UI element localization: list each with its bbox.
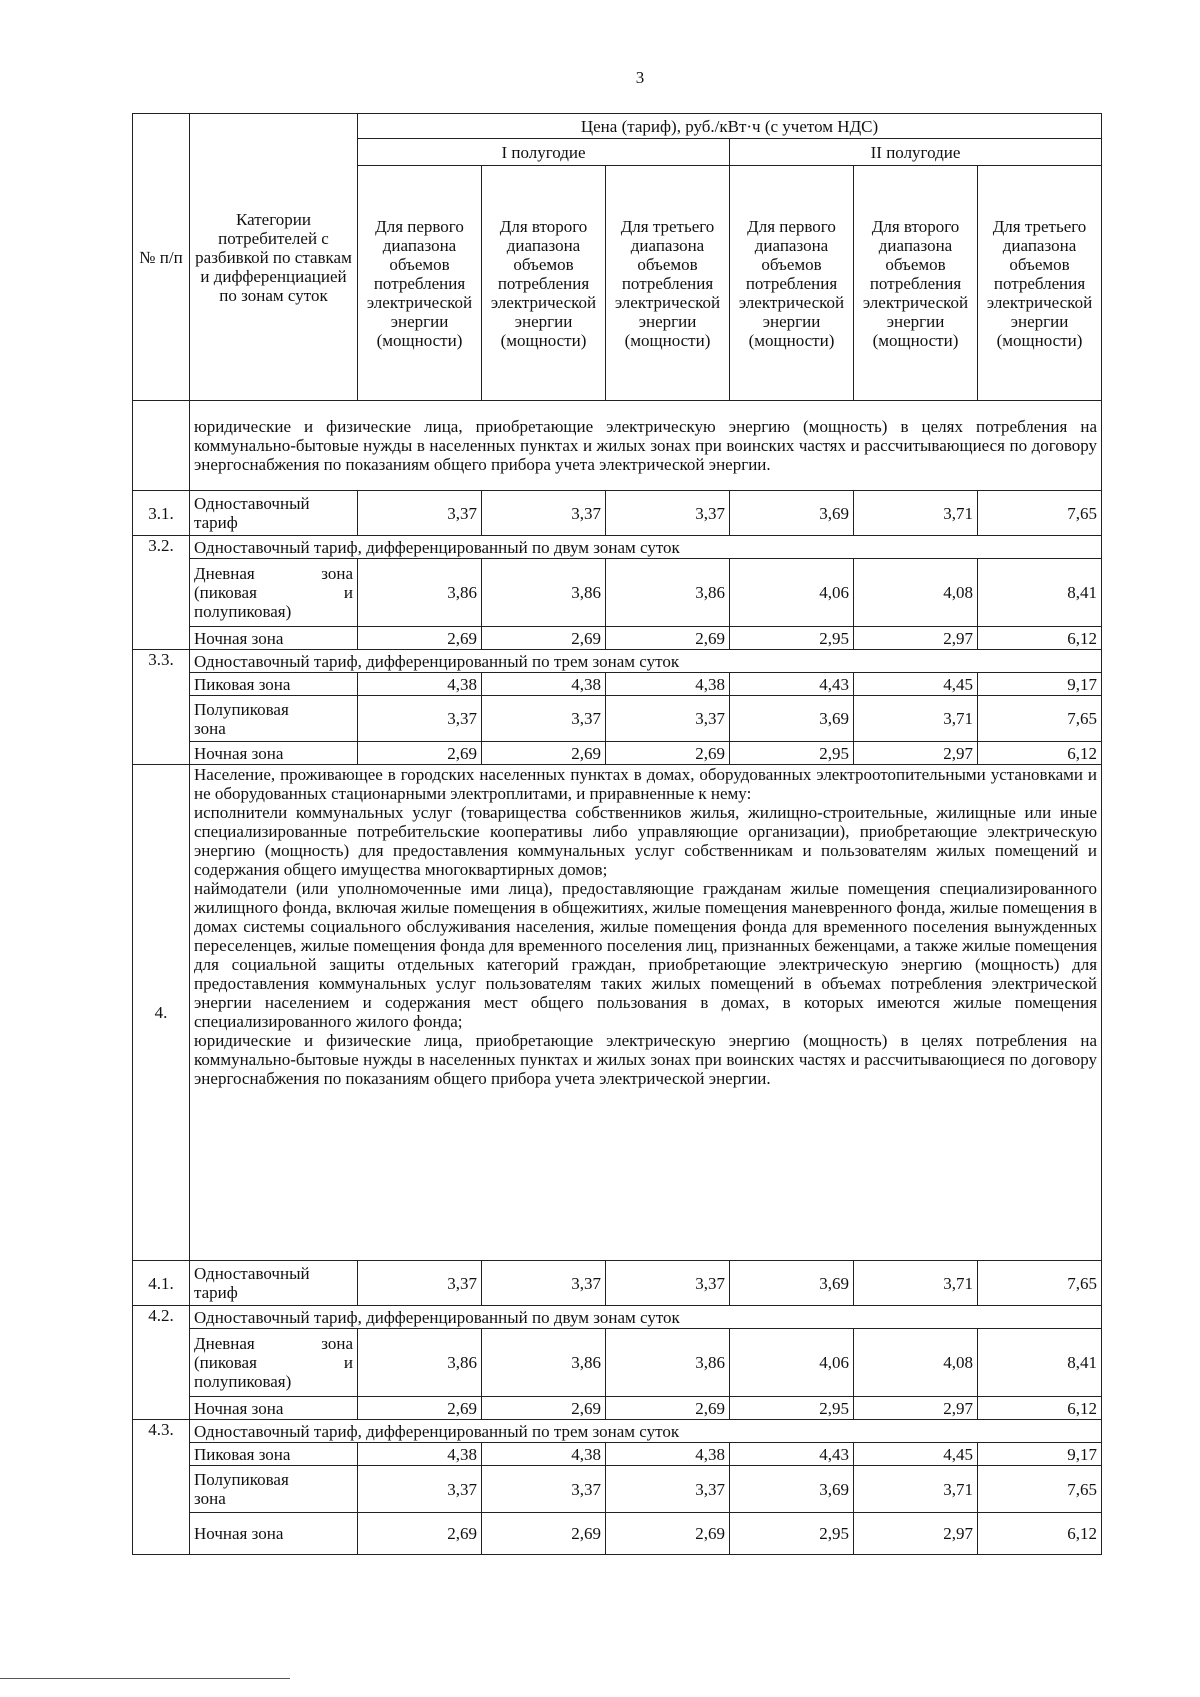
row-3-2-day-value: 3,86	[358, 559, 482, 627]
row-3-3-semi-value: 7,65	[978, 696, 1102, 742]
row-3-2-day-value: 4,06	[730, 559, 854, 627]
row-4-3-semi-value: 3,69	[730, 1466, 854, 1513]
row-3-2-day-value: 3,86	[606, 559, 730, 627]
row-3-2-label: Одноставочный тариф, дифференцированный по двум зонам суток	[190, 536, 1102, 559]
row-3-1-value: 7,65	[978, 491, 1102, 536]
row-3-1-value: 3,37	[606, 491, 730, 536]
row-3-2-day-value: 3,86	[482, 559, 606, 627]
section4-num: 4.	[133, 765, 190, 1261]
row-4-1-value: 3,37	[606, 1261, 730, 1306]
row-3-3-peak-value: 4,45	[854, 673, 978, 696]
row-4-1-label: Одноставочный тариф	[190, 1261, 358, 1306]
row-4-3-semi-value: 3,37	[482, 1466, 606, 1513]
row-3-3-peak-label: Пиковая зона	[190, 673, 358, 696]
row-4-2-label: Одноставочный тариф, дифференцированный по двум зонам суток	[190, 1306, 1102, 1329]
row-3-3-semi-value: 3,37	[482, 696, 606, 742]
row-3-2-night-value: 6,12	[978, 627, 1102, 650]
header-half-1: I полугодие	[358, 139, 730, 166]
header-num: № п/п	[133, 114, 190, 401]
row-3-3-peak-value: 4,38	[358, 673, 482, 696]
row-3-2-night-value: 2,69	[358, 627, 482, 650]
row-3-3-night-value: 6,12	[978, 742, 1102, 765]
header-range-1-2: Для второго диапазона объемов потребления электрической энергии (мощности)	[482, 166, 606, 401]
section4-p3: наймодатели (или уполномоченные ими лица), предоставляющие гражданам жилые помещения специализированного жилищного фонда, включая жилые помещения в общежитиях, жилые помещения маневренного фонда, жилые помещения в домах системы социального обслуживания населения, жилые помещения фонда для временного поселения вынужденных переселенцев, жилые помещения фонда для временного поселения лиц, признанных беженцами, а также жилые помещения для социальной защиты отдельных категорий граждан, приобретающие электрическую энергию (мощность) для предоставления коммунальных услуг пользователям таких жилых помещений в объемах потребления электрической энергии населением и содержания мест общего пользования в домах, в которых имеются жилые помещения специализированного жилого фонда;	[194, 879, 1098, 1031]
row-3-2-day-value: 8,41	[978, 559, 1102, 627]
row-3-3-peak-value: 9,17	[978, 673, 1102, 696]
row-4-2-day-value: 8,41	[978, 1329, 1102, 1397]
section4-p4: юридические и физические лица, приобретающие электрическую энергию (мощность) в целях потребления на коммунально-бытовые нужды в населенных пунктах и жилых зонах при воинских частях и рассчитывающиеся по договору энергоснабжения по показаниям общего прибора учета электрической энергии.	[194, 1031, 1098, 1088]
row-3-1-value: 3,69	[730, 491, 854, 536]
row-4-2-day-value: 3,86	[482, 1329, 606, 1397]
header-range-1-1: Для первого диапазона объемов потребления электрической энергии (мощности)	[358, 166, 482, 401]
row-4-3-semi-value: 7,65	[978, 1466, 1102, 1513]
row-4-3-night-value: 6,12	[978, 1513, 1102, 1555]
row-3-3-label: Одноставочный тариф, дифференцированный по трем зонам суток	[190, 650, 1102, 673]
row-3-2-day-label: Дневная зона (пиковая и полупиковая)	[190, 559, 358, 627]
row-4-3-peak-value: 4,38	[482, 1443, 606, 1466]
row-4-2-day-value: 3,86	[606, 1329, 730, 1397]
row-4-3-peak-value: 4,43	[730, 1443, 854, 1466]
row-4-3-peak-value: 4,38	[358, 1443, 482, 1466]
row-4-3-peak-value: 9,17	[978, 1443, 1102, 1466]
row-3-3-night-value: 2,95	[730, 742, 854, 765]
row-4-1-value: 3,71	[854, 1261, 978, 1306]
row-3-3-night-value: 2,69	[358, 742, 482, 765]
row-4-3-night-value: 2,69	[482, 1513, 606, 1555]
row-3-1-value: 3,37	[358, 491, 482, 536]
page-number: 3	[635, 68, 645, 87]
row-4-3-night-value: 2,69	[606, 1513, 730, 1555]
row-3-3-semi-value: 3,37	[358, 696, 482, 742]
row-3-3-peak-value: 4,38	[606, 673, 730, 696]
row-4-3-night-value: 2,97	[854, 1513, 978, 1555]
row-4-2-night-value: 2,97	[854, 1397, 978, 1420]
row-3-2-day-value: 4,08	[854, 559, 978, 627]
section4-p1: Население, проживающее в городских населенных пунктах в домах, оборудованных электроотопительными установками и не оборудованных стационарными электроплитами, и приравненные к нему:	[194, 765, 1098, 803]
header-range-2-1: Для первого диапазона объемов потребления электрической энергии (мощности)	[730, 166, 854, 401]
header-range-2-2: Для второго диапазона объемов потребления электрической энергии (мощности)	[854, 166, 978, 401]
section3-intro: юридические и физические лица, приобретающие электрическую энергию (мощность) в целях потребления на коммунально-бытовые нужды в населенных пунктах и жилых зонах при воинских частях и рассчитывающиеся по договору энергоснабжения по показаниям общего прибора учета электрической энергии.	[190, 401, 1102, 491]
row-4-1-value: 3,37	[482, 1261, 606, 1306]
row-4-1-value: 7,65	[978, 1261, 1102, 1306]
row-3-1-value: 3,71	[854, 491, 978, 536]
row-3-3-semi-value: 3,69	[730, 696, 854, 742]
header-category: Категории потребителей с разбивкой по ставкам и дифференциацией по зонам суток	[190, 114, 358, 401]
row-3-1-label: Одноставочный тариф	[190, 491, 358, 536]
row-3-2-night-value: 2,95	[730, 627, 854, 650]
row-3-3-num: 3.3.	[133, 650, 190, 765]
row-4-2-day-value: 4,08	[854, 1329, 978, 1397]
row-4-2-day-value: 4,06	[730, 1329, 854, 1397]
row-3-2-num: 3.2.	[133, 536, 190, 650]
row-3-3-peak-value: 4,43	[730, 673, 854, 696]
row-4-1-value: 3,69	[730, 1261, 854, 1306]
header-range-1-3: Для третьего диапазона объемов потребления электрической энергии (мощности)	[606, 166, 730, 401]
row-3-3-night-value: 2,69	[482, 742, 606, 765]
row-3-3-night-value: 2,97	[854, 742, 978, 765]
bottom-rule	[0, 1678, 290, 1679]
row-3-2-night-value: 2,69	[482, 627, 606, 650]
row-3-3-semi-value: 3,71	[854, 696, 978, 742]
row-4-2-night-label: Ночная зона	[190, 1397, 358, 1420]
row-3-3-semi-label: Полупиковая зона	[190, 696, 358, 742]
row-3-3-peak-value: 4,38	[482, 673, 606, 696]
row-4-3-peak-label: Пиковая зона	[190, 1443, 358, 1466]
row-4-3-num: 4.3.	[133, 1420, 190, 1555]
row-4-1-num: 4.1.	[133, 1261, 190, 1306]
row-4-3-semi-value: 3,71	[854, 1466, 978, 1513]
row-4-2-night-value: 2,69	[606, 1397, 730, 1420]
section4-description	[190, 765, 1102, 1261]
row-4-3-night-value: 2,95	[730, 1513, 854, 1555]
row-3-1-num: 3.1.	[133, 491, 190, 536]
row-3-3-semi-value: 3,37	[606, 696, 730, 742]
row-4-2-night-value: 2,95	[730, 1397, 854, 1420]
row-4-3-night-value: 2,69	[358, 1513, 482, 1555]
row-4-3-semi-value: 3,37	[358, 1466, 482, 1513]
section4-p2: исполнители коммунальных услуг (товарищества собственников жилья, жилищно-строительные, жилищные или иные специализированные потребительские кооперативы либо управляющие организации), приобретающие электрическую энергию (мощность) для предоставления коммунальных услуг собственникам и пользователям жилых помещений и содержания общего имущества многоквартирных домов;	[194, 803, 1098, 879]
row-4-3-night-label: Ночная зона	[190, 1513, 358, 1555]
row-4-2-num: 4.2.	[133, 1306, 190, 1420]
row-3-2-night-value: 2,69	[606, 627, 730, 650]
header-price-title: Цена (тариф), руб./кВт·ч (с учетом НДС)	[358, 114, 1102, 139]
row-4-2-night-value: 2,69	[358, 1397, 482, 1420]
row-3-3-night-label: Ночная зона	[190, 742, 358, 765]
row-4-2-night-value: 6,12	[978, 1397, 1102, 1420]
row-4-3-peak-value: 4,45	[854, 1443, 978, 1466]
row-3-2-night-value: 2,97	[854, 627, 978, 650]
header-half-2: II полугодие	[730, 139, 1102, 166]
row-4-3-label: Одноставочный тариф, дифференцированный по трем зонам суток	[190, 1420, 1102, 1443]
row-4-2-day-value: 3,86	[358, 1329, 482, 1397]
row-3-3-night-value: 2,69	[606, 742, 730, 765]
row-3-1-value: 3,37	[482, 491, 606, 536]
row-4-2-day-label: Дневная зона (пиковая и полупиковая)	[190, 1329, 358, 1397]
row-3-2-night-label: Ночная зона	[190, 627, 358, 650]
row-4-3-peak-value: 4,38	[606, 1443, 730, 1466]
row-4-3-semi-value: 3,37	[606, 1466, 730, 1513]
tariff-table	[132, 113, 1102, 1555]
row-4-2-night-value: 2,69	[482, 1397, 606, 1420]
row-4-1-value: 3,37	[358, 1261, 482, 1306]
row-4-3-semi-label: Полупиковая зона	[190, 1466, 358, 1513]
header-range-2-3: Для третьего диапазона объемов потребления электрической энергии (мощности)	[978, 166, 1102, 401]
